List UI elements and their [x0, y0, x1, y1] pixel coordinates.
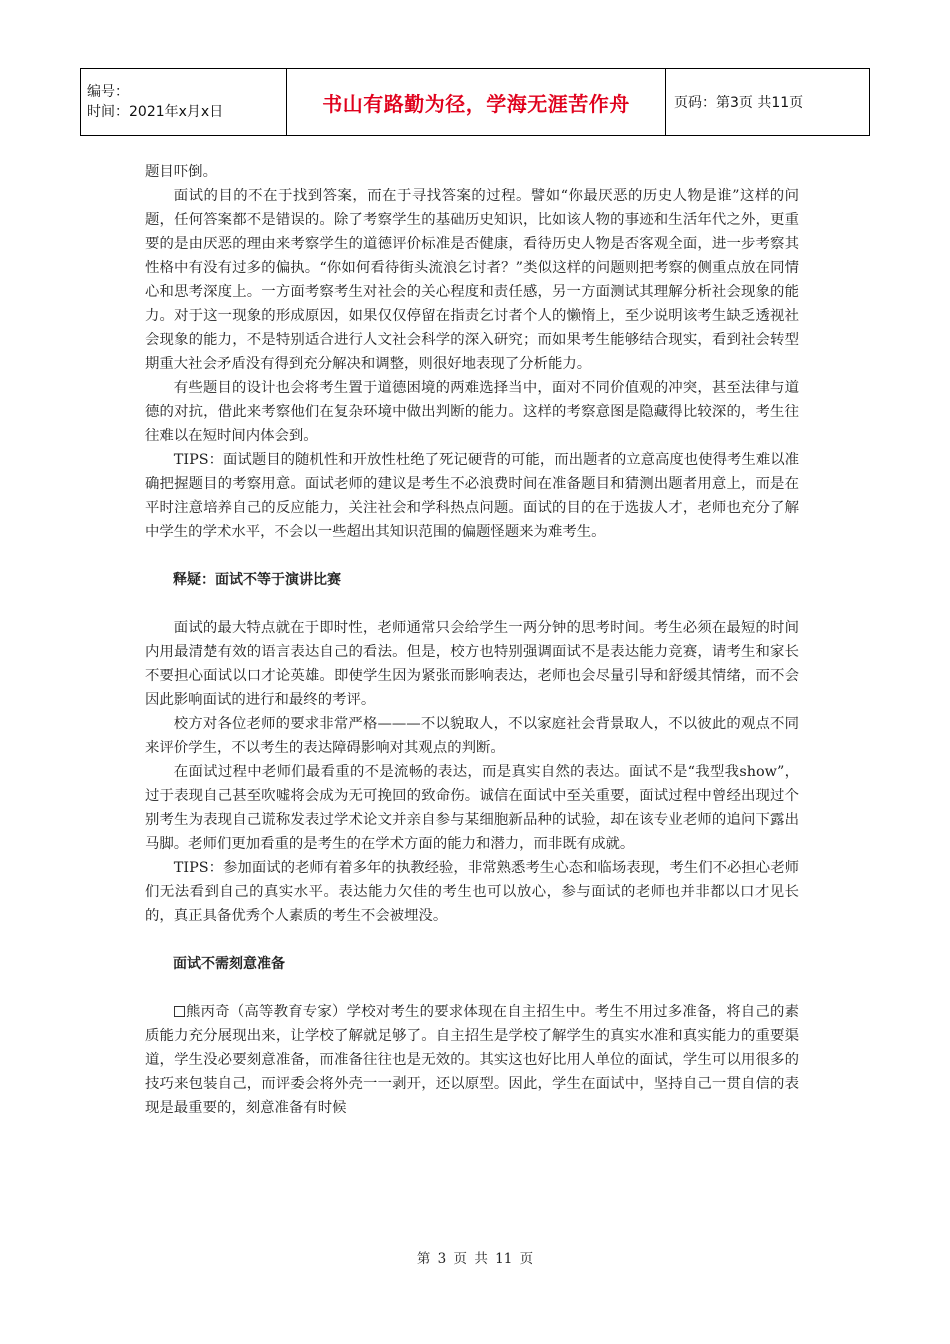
paragraph-tips: TIPS：面试题目的随机性和开放性杜绝了死记硬背的可能，而出题者的立意高度也使得考生难以准确把握题目的考察用意。面试老师的建议是考生不必浪费时间在准备题目和猜测出题者用意上，而是在平时注意培养自己的反应能力，关注社会和学科热点问题。面试的目的在于选拔人才，老师也充分了解中学生的学术水平，不会以一些超出其知识范围的偏题怪题来为难考生。: [145, 452, 799, 540]
paragraph: 校方对各位老师的要求非常严格———不以貌取人，不以家庭社会背景取人，不以彼此的观点不同来评价学生，不以考生的表达障碍影响对其观点的判断。: [145, 716, 799, 756]
paragraph: 有些题目的设计也会将考生置于道德困境的两难选择当中，面对不同价值观的冲突，甚至法律与道德的对抗，借此来考察他们在复杂环境中做出判断的能力。这样的考察意图是隐藏得比较深的，考生往往难以在短时间内体会到。: [145, 380, 799, 444]
header-date: 时间：2021年x月x日: [87, 104, 224, 120]
paragraph: 面试的最大特点就在于即时性，老师通常只会给学生一两分钟的思考时间。考生必须在最短的时间内用最清楚有效的语言表达自己的看法。但是，校方也特别强调面试不是表达能力竞赛，请考生和家长不要担心面试以口才论英雄。即使学生因为紧张而影响表达，老师也会尽量引导和舒缓其情绪，而不会因此影响面试的进行和最终的考评。: [145, 620, 799, 708]
checkbox-square-icon: [174, 1006, 185, 1017]
paragraph: 在面试过程中老师们最看重的不是流畅的表达，而是真实自然的表达。面试不是“我型我show”，过于表现自己甚至吹嘘将会成为无可挽回的致命伤。诚信在面试中至关重要，面试过程中曾经出现过个别考生为表现自己谎称发表过学术论文并亲自参与某细胞新品种的试验，却在该专业老师的追问下露出马脚。老师们更加看重的是考生的在学术方面的能力和潜力，而非既有成就。: [145, 764, 799, 852]
header-number: 编号：: [87, 84, 129, 100]
header-motto: 书山有路勤为径，学海无涯苦作舟: [322, 91, 630, 116]
section-heading: 释疑：面试不等于演讲比赛: [173, 572, 341, 588]
document-header: [80, 68, 870, 136]
paragraph-tips: TIPS：参加面试的老师有着多年的执教经验，非常熟悉考生心态和临场表现，考生们不必担心老师们无法看到自己的真实水平。表达能力欠佳的考生也可以放心，参与面试的老师也并非都以口才见长的，真正具备优秀个人素质的考生不会被埋没。: [145, 860, 799, 924]
section-heading: 面试不需刻意准备: [173, 956, 285, 972]
header-page-number: 页码：第3页 共11页: [666, 69, 870, 136]
page-footer: 第 3 页 共 11 页: [416, 1251, 534, 1267]
paragraph-continued: 题目吓倒。: [145, 164, 217, 180]
paragraph: 面试的目的不在于找到答案，而在于寻找答案的过程。譬如“你最厌恶的历史人物是谁”这样的问题，任何答案都不是错误的。除了考察学生的基础历史知识，比如该人物的事迹和生活年代之外，更重要的是由厌恶的理由来考察学生的道德评价标准是否健康，看待历史人物是否客观全面，进一步考察其性格中有没有过多的偏执。“你如何看待街头流浪乞讨者？”类似这样的问题则把考察的侧重点放在同情心和思考深度上。一方面考察考生对社会的关心程度和责任感，另一方面测试其理解分析社会现象的能力。对于这一现象的形成原因，如果仅仅停留在指责乞讨者个人的懒惰上，至少说明该考生缺乏透视社会现象的能力，不是特别适合进行人文社会科学的深入研究；而如果考生能够结合现实，看到社会转型期重大社会矛盾没有得到充分解决和调整，则很好地表现了分析能力。: [145, 188, 799, 372]
header-meta: [81, 69, 287, 136]
paragraph: [145, 1000, 799, 1120]
document-body: [145, 160, 799, 1120]
header-motto-cell: [287, 69, 666, 136]
paragraph-text: 熊丙奇（高等教育专家）学校对考生的要求体现在自主招生中。考生不用过多准备，将自己的素质能力充分展现出来，让学校了解就足够了。自主招生是学校了解学生的真实水准和真实能力的重要渠道，学生没必要刻意准备，而准备往往也是无效的。其实这也好比用人单位的面试，学生可以用很多的技巧来包装自己，而评委会将外壳一一剥开，还以原型。因此，学生在面试中，坚持自己一贯自信的表现是最重要的，刻意准备有时候: [145, 1004, 799, 1116]
